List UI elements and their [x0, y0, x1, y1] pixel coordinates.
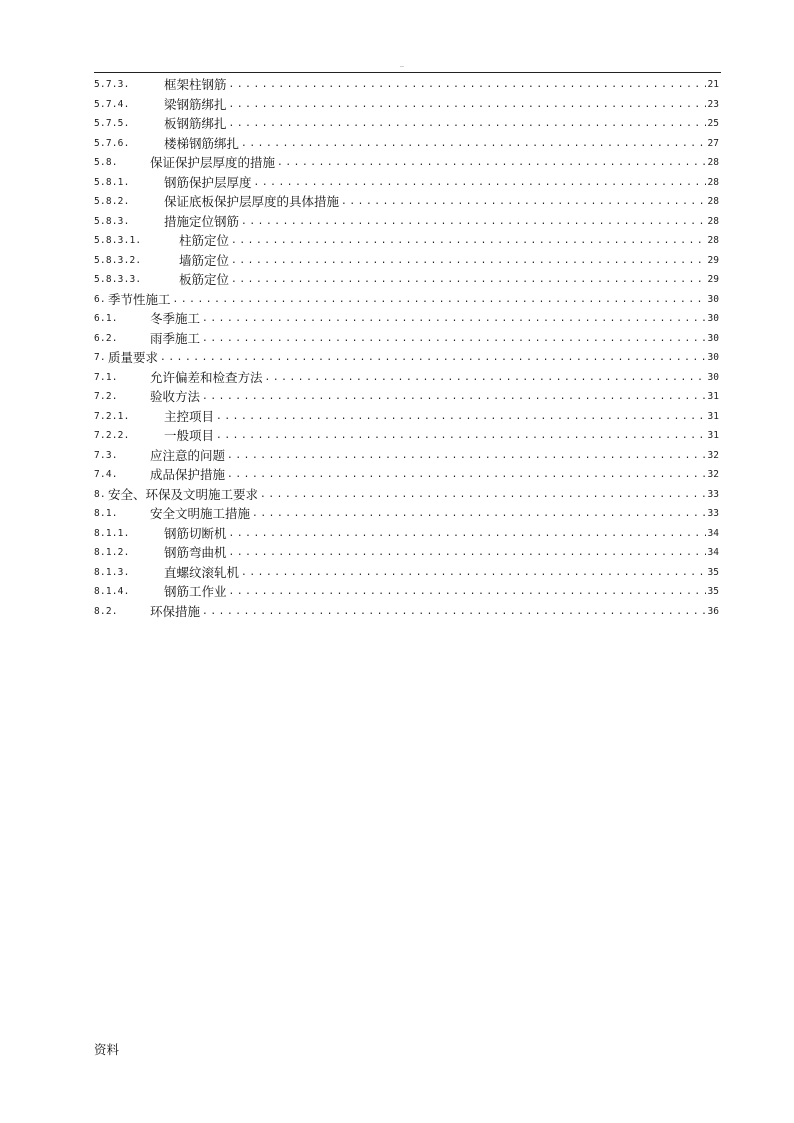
toc-entry-number: 6. [94, 293, 106, 305]
toc-entry-number: 8.1.4. [94, 586, 130, 597]
toc-entry-title: 框架柱钢筋 [164, 77, 227, 92]
toc-entry-title: 墙筋定位 [179, 252, 230, 268]
toc-entry-title: 钢筋切断机 [164, 525, 227, 541]
toc-entry-number: 5.8. [94, 157, 118, 168]
toc-entry-page: 27 [707, 137, 719, 149]
toc-entry-number: 5.7.4. [94, 98, 130, 110]
header-mark: .. [400, 62, 404, 69]
toc-leader-dots [202, 329, 706, 349]
toc-entry-page: 25 [707, 118, 719, 129]
toc-entry[interactable] [94, 543, 719, 563]
toc-entry[interactable] [94, 192, 719, 212]
table-of-contents [94, 75, 719, 621]
toc-entry-number: 8.1.2. [94, 547, 130, 558]
toc-entry-title: 成品保护措施 [150, 467, 226, 482]
toc-entry-number: 8.1.1. [94, 527, 130, 539]
toc-entry-page: 28 [707, 235, 719, 246]
toc-leader-dots [202, 387, 706, 407]
toc-entry-page: 31 [707, 410, 719, 422]
toc-entry-page: 33 [707, 508, 719, 519]
toc-entry[interactable] [94, 270, 719, 290]
toc-entry-page: 35 [707, 566, 719, 578]
toc-entry-title: 一般项目 [164, 428, 215, 443]
toc-entry-number: 7.4. [94, 469, 118, 480]
toc-entry-page: 30 [707, 332, 719, 344]
toc-entry-page: 31 [707, 430, 719, 441]
toc-entry-number: 6.2. [94, 332, 118, 344]
toc-entry-page: 31 [707, 391, 719, 402]
toc-entry-page: 28 [707, 215, 719, 227]
toc-entry[interactable] [94, 524, 719, 544]
toc-leader-dots [229, 582, 706, 602]
toc-entry-title: 柱筋定位 [179, 233, 230, 248]
toc-entry-title: 环保措施 [150, 603, 201, 619]
toc-entry[interactable] [94, 485, 719, 505]
toc-entry-number: 7. [94, 352, 106, 363]
toc-entry-number: 5.7.6. [94, 137, 130, 149]
toc-entry-number: 8.1.3. [94, 566, 130, 578]
toc-entry-number: 7.3. [94, 449, 118, 461]
toc-leader-dots [231, 270, 706, 290]
toc-entry-title: 安全、环保及文明施工要求 [108, 486, 259, 502]
toc-entry-title: 冬季施工 [150, 311, 201, 326]
toc-entry[interactable] [94, 95, 719, 115]
toc-leader-dots [252, 504, 706, 524]
toc-leader-dots [229, 75, 706, 95]
toc-entry[interactable] [94, 173, 719, 193]
toc-entry-number: 5.8.3.1. [94, 235, 142, 246]
toc-leader-dots [231, 251, 706, 271]
toc-entry[interactable] [94, 407, 719, 427]
toc-entry-number: 5.8.2. [94, 196, 130, 207]
toc-entry[interactable] [94, 465, 719, 485]
toc-leader-dots [216, 407, 706, 427]
toc-entry-number: 5.7.3. [94, 79, 130, 90]
toc-entry-page: 33 [707, 488, 719, 500]
toc-entry-number: 5.8.3.3. [94, 274, 142, 285]
toc-entry[interactable] [94, 134, 719, 154]
toc-entry-page: 28 [707, 176, 719, 188]
toc-entry[interactable] [94, 563, 719, 583]
toc-entry-title: 安全文明施工措施 [150, 506, 251, 521]
toc-leader-dots [254, 173, 706, 193]
toc-leader-dots [277, 153, 706, 173]
toc-entry[interactable] [94, 153, 719, 173]
toc-leader-dots [229, 114, 706, 134]
toc-entry-page: 23 [707, 98, 719, 110]
toc-entry[interactable] [94, 348, 719, 368]
toc-leader-dots [202, 602, 706, 622]
toc-leader-dots [216, 426, 706, 446]
toc-entry[interactable] [94, 504, 719, 524]
toc-entry-page: 36 [707, 605, 719, 617]
toc-entry[interactable] [94, 114, 719, 134]
toc-entry-page: 30 [707, 371, 719, 383]
toc-entry-title: 梁钢筋绑扎 [164, 96, 227, 112]
toc-leader-dots [265, 368, 706, 388]
toc-entry-number: 5.8.3.2. [94, 254, 142, 266]
toc-leader-dots [260, 485, 706, 505]
toc-entry-page: 30 [707, 352, 719, 363]
toc-entry-title: 楼梯钢筋绑扎 [164, 135, 240, 151]
toc-entry-number: 5.8.3. [94, 215, 130, 227]
toc-leader-dots [241, 563, 706, 583]
toc-entry-title: 直螺纹滚轧机 [164, 564, 240, 580]
toc-entry-number: 7.2. [94, 391, 118, 402]
toc-leader-dots [227, 465, 706, 485]
toc-entry-page: 29 [707, 274, 719, 285]
toc-entry-title: 质量要求 [108, 350, 159, 365]
header-rule [94, 72, 721, 73]
toc-entry-number: 7.2.2. [94, 430, 130, 441]
toc-leader-dots [227, 446, 706, 466]
toc-entry-page: 29 [707, 254, 719, 266]
toc-leader-dots [231, 231, 706, 251]
toc-entry-title: 钢筋工作业 [164, 584, 227, 599]
toc-leader-dots [160, 348, 706, 368]
toc-entry-title: 验收方法 [150, 389, 201, 404]
toc-entry[interactable] [94, 290, 719, 310]
toc-entry-title: 应注意的问题 [150, 447, 226, 463]
toc-entry-number: 8.1. [94, 508, 118, 519]
toc-entry-page: 32 [707, 449, 719, 461]
toc-entry-title: 保证保护层厚度的措施 [150, 155, 276, 170]
toc-entry-title: 钢筋保护层厚度 [164, 174, 252, 190]
toc-leader-dots [341, 192, 706, 212]
toc-entry-title: 钢筋弯曲机 [164, 545, 227, 560]
toc-leader-dots [241, 134, 706, 154]
toc-entry[interactable] [94, 309, 719, 329]
toc-leader-dots [229, 543, 706, 563]
toc-leader-dots [173, 290, 706, 310]
toc-entry[interactable] [94, 212, 719, 232]
toc-entry-page: 30 [707, 313, 719, 324]
toc-entry-number: 8. [94, 488, 106, 500]
toc-entry[interactable] [94, 602, 719, 622]
toc-entry-page: 28 [707, 157, 719, 168]
toc-entry[interactable] [94, 582, 719, 602]
toc-entry-number: 8.2. [94, 605, 118, 617]
footer-label: 资料 [94, 1042, 120, 1057]
toc-leader-dots [202, 309, 706, 329]
toc-leader-dots [229, 524, 706, 544]
toc-entry-page: 21 [707, 79, 719, 90]
toc-entry[interactable] [94, 387, 719, 407]
toc-entry-title: 允许偏差和检查方法 [150, 369, 263, 385]
toc-entry-title: 板钢筋绑扎 [164, 116, 227, 131]
toc-entry[interactable] [94, 251, 719, 271]
toc-entry[interactable] [94, 329, 719, 349]
toc-entry-title: 措施定位钢筋 [164, 213, 240, 229]
toc-leader-dots [241, 212, 706, 232]
toc-entry[interactable] [94, 446, 719, 466]
toc-entry-page: 28 [707, 196, 719, 207]
toc-entry[interactable] [94, 231, 719, 251]
toc-entry-title: 季节性施工 [108, 291, 171, 307]
toc-leader-dots [229, 95, 706, 115]
toc-entry-page: 30 [707, 293, 719, 305]
toc-entry-title: 雨季施工 [150, 330, 201, 346]
toc-entry-number: 5.8.1. [94, 176, 130, 188]
toc-entry-title: 板筋定位 [179, 272, 230, 287]
toc-entry-page: 32 [707, 469, 719, 480]
toc-entry-page: 34 [707, 547, 719, 558]
toc-entry-number: 6.1. [94, 313, 118, 324]
toc-entry-page: 34 [707, 527, 719, 539]
toc-entry[interactable] [94, 75, 719, 95]
toc-entry-title: 保证底板保护层厚度的具体措施 [164, 194, 340, 209]
toc-entry-number: 7.1. [94, 371, 118, 383]
toc-entry-page: 35 [707, 586, 719, 597]
toc-entry-title: 主控项目 [164, 408, 215, 424]
toc-entry-number: 7.2.1. [94, 410, 130, 422]
toc-entry[interactable] [94, 368, 719, 388]
toc-entry-number: 5.7.5. [94, 118, 130, 129]
toc-entry[interactable] [94, 426, 719, 446]
